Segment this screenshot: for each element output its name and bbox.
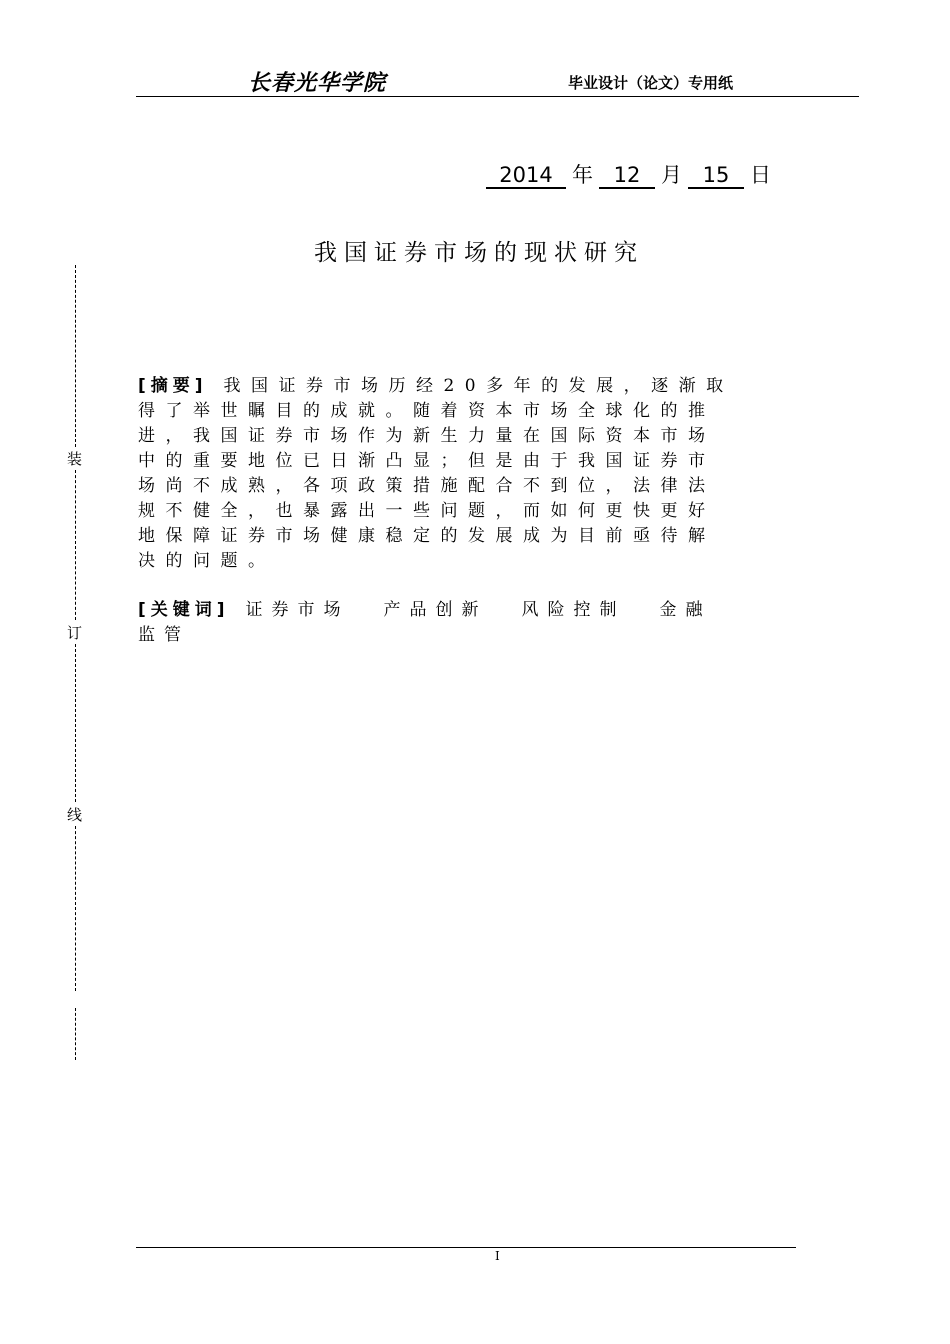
abstract-line: 中的重要地位已日渐凸显；但是由于我国证券市 — [138, 451, 716, 471]
keyword: 金融 — [659, 600, 712, 620]
date-month-label: 月 — [661, 163, 682, 187]
date-month: 12 — [599, 163, 655, 189]
abstract-line: 决的问题。 — [138, 551, 276, 571]
keyword: 风险控制 — [521, 600, 626, 620]
binding-dash-segment — [75, 1008, 76, 1060]
abstract-line: 场尚不成熟，各项政策措施配合不到位，法律法 — [138, 476, 716, 496]
date-line — [486, 159, 777, 189]
abstract-line: 得了举世瞩目的成就。随着资本市场全球化的推 — [138, 401, 716, 421]
binding-dash-segment — [75, 826, 76, 991]
binding-char-zhuang: 装 — [67, 450, 83, 468]
header-rule — [136, 96, 859, 97]
abstract-line: 进，我国证券市场作为新生力量在国际资本市场 — [138, 426, 716, 446]
keyword: 监管 — [138, 625, 190, 645]
school-name: 长春光华学院 — [248, 70, 387, 96]
keyword: 产品创新 — [383, 600, 488, 620]
page-title: 我国证券市场的现状研究 — [314, 240, 644, 266]
paper-label: 毕业设计（论文）专用纸 — [568, 74, 734, 92]
date-year: 2014 — [486, 163, 566, 189]
binding-dash-segment — [75, 644, 76, 802]
binding-dash-segment — [75, 470, 76, 620]
keyword: 证券市场 — [245, 600, 350, 620]
binding-char-ding: 订 — [67, 624, 83, 642]
binding-char-xian: 线 — [67, 806, 83, 824]
binding-dash-segment — [75, 265, 76, 447]
keywords-line — [138, 623, 858, 648]
date-day: 15 — [688, 163, 744, 189]
abstract-line — [138, 374, 848, 399]
keywords-tag: [关键词] — [138, 600, 230, 620]
keywords-block — [138, 598, 858, 648]
abstract-tag: [摘要] — [138, 376, 208, 396]
abstract-block — [138, 374, 848, 574]
date-year-label: 年 — [572, 163, 593, 187]
abstract-line: 地保障证券市场健康稳定的发展成为目前亟待解 — [138, 526, 716, 546]
date-day-label: 日 — [750, 163, 771, 187]
footer-rule — [136, 1247, 796, 1248]
abstract-line: 规不健全，也暴露出一些问题，而如何更快更好 — [138, 501, 716, 521]
page-number: I — [495, 1249, 500, 1263]
keywords-line — [138, 598, 858, 623]
abstract-text: 我国证券市场历经20多年的发展，逐渐取 — [223, 376, 734, 396]
